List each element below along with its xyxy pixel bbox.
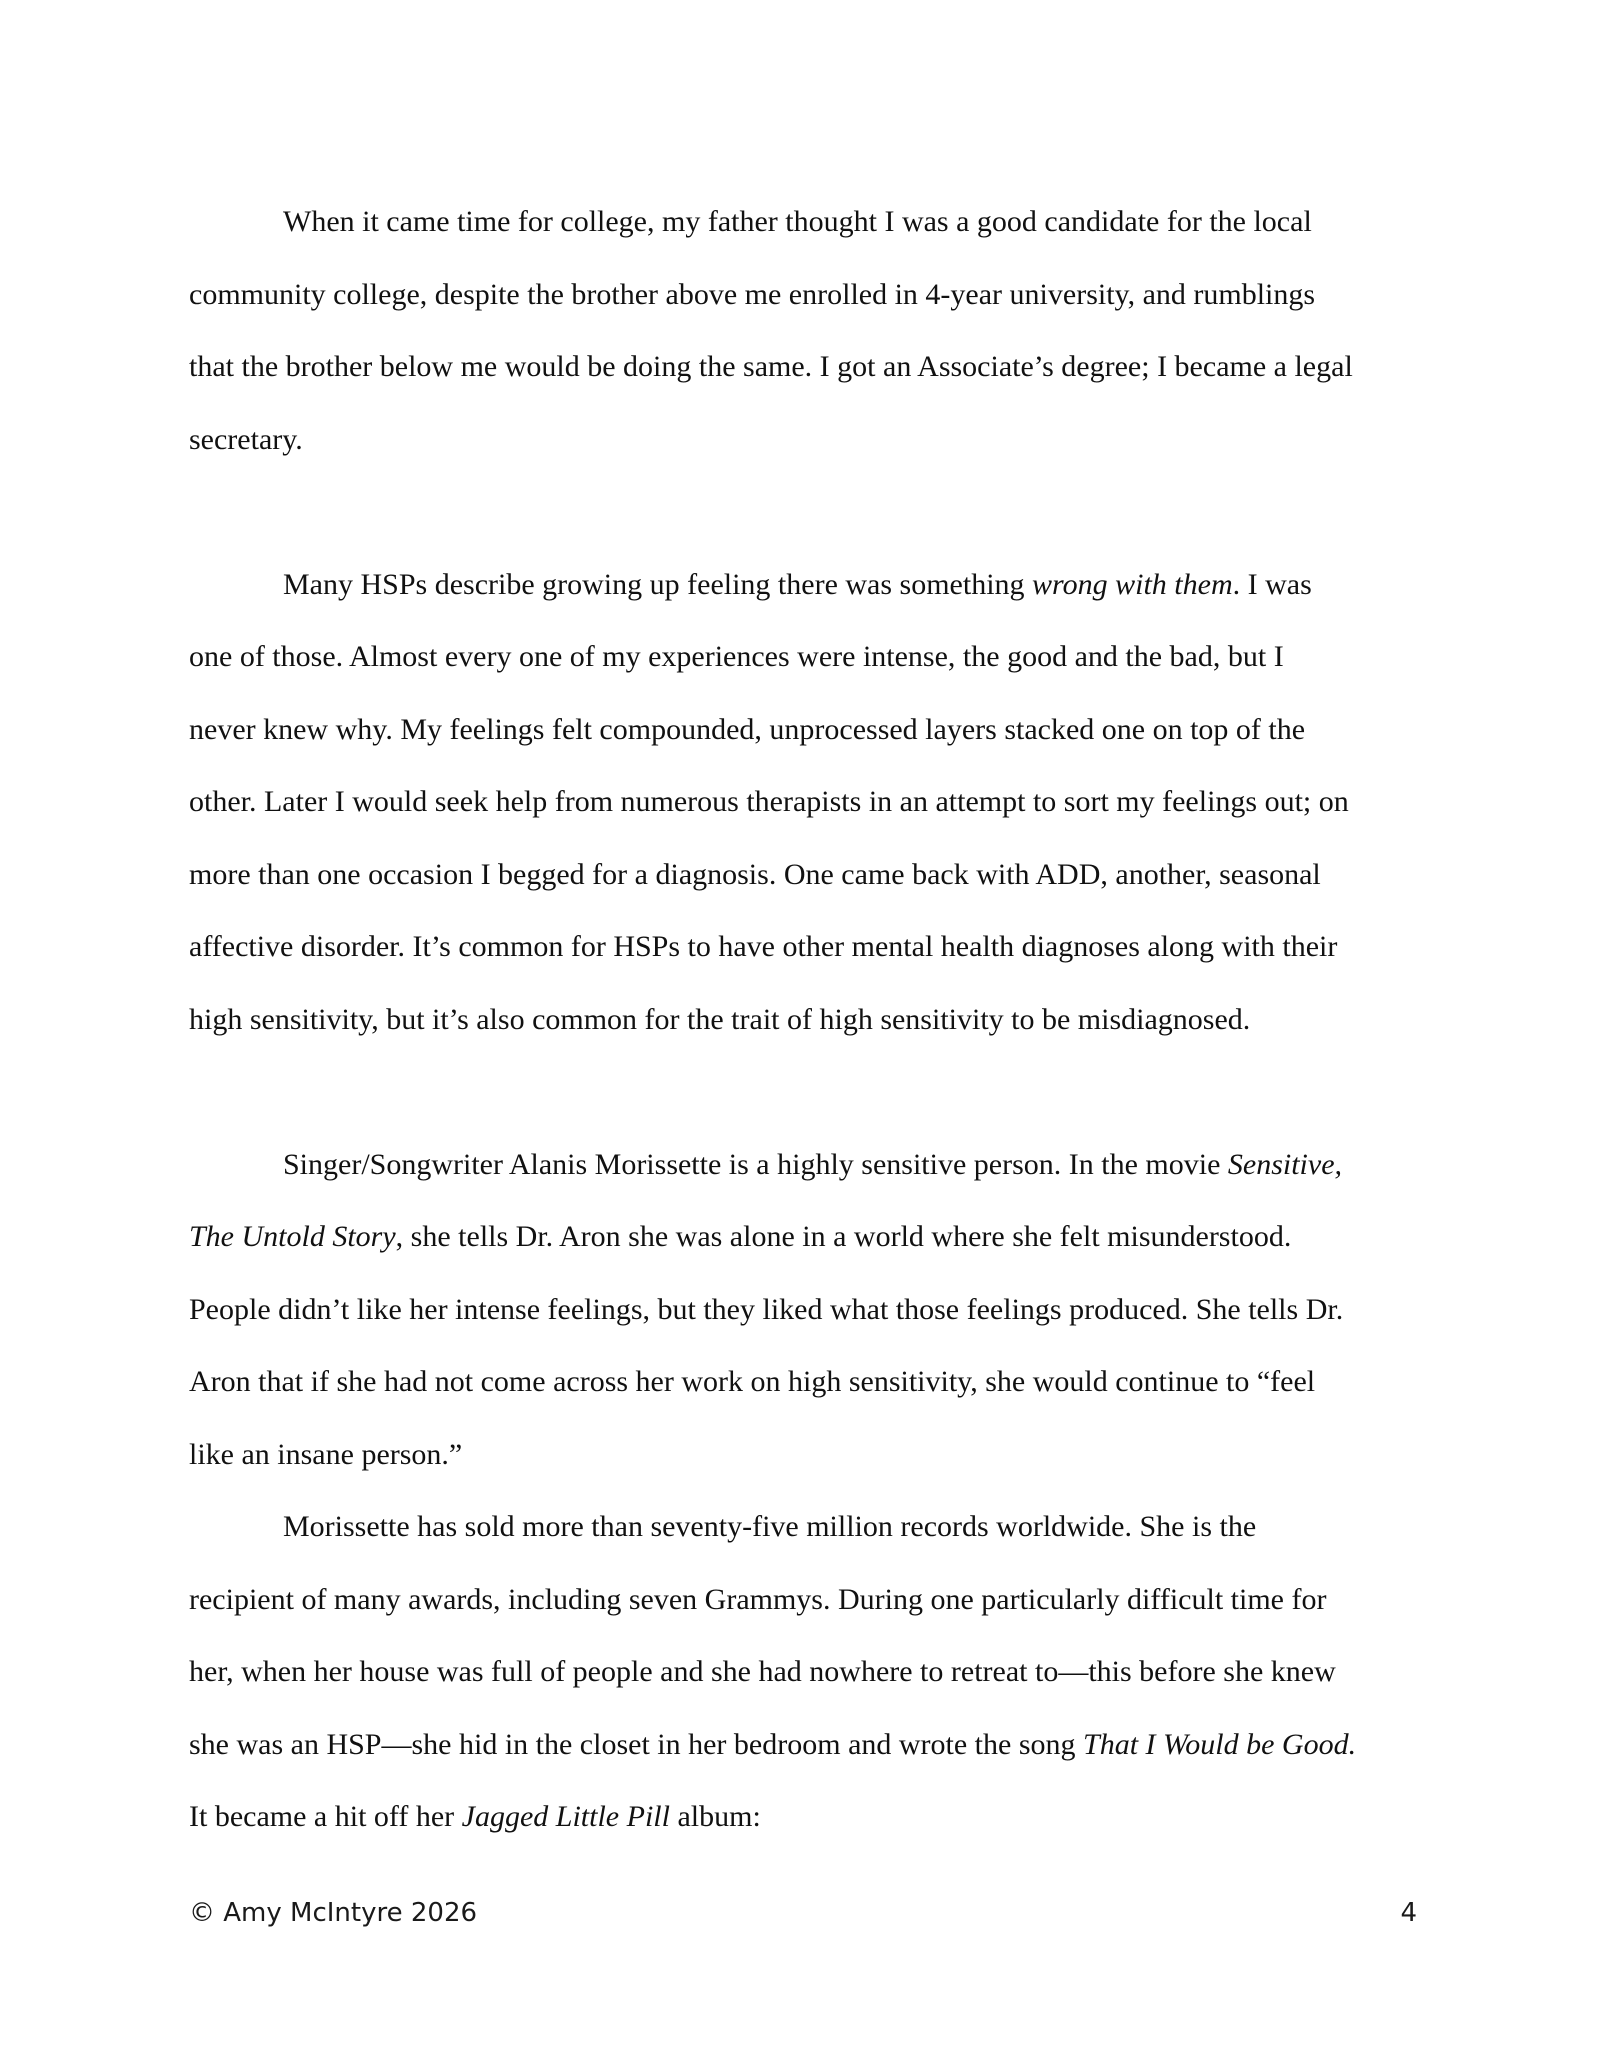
text-segment: she was an HSP—she hid in the closet in her bedroom and wrote the song [189, 1727, 1084, 1761]
text-segment: secretary. [189, 422, 303, 456]
text-line [189, 621, 1419, 694]
text-segment: album: [669, 1800, 761, 1833]
text-segment: Aron that if she had not come across her work on high sensitivity, she would continue to “feel [189, 1365, 1316, 1398]
text-line [189, 549, 1419, 622]
text-line [189, 1709, 1419, 1782]
text-segment: People didn’t like her intense feelings, but they liked what those feelings produced. She tells Dr. [189, 1292, 1344, 1326]
text-line [189, 331, 1419, 404]
italic-text: Sensitive, [1227, 1147, 1343, 1181]
text-line [189, 694, 1419, 767]
page-number: 4 [1400, 1898, 1417, 1928]
body-text [189, 186, 1419, 1854]
paragraph [189, 1129, 1419, 1492]
text-segment: high sensitivity, but it’s also common for the trait of high sensitivity to be misdiagnosed. [189, 1002, 1251, 1036]
text-line [189, 404, 1419, 477]
italic-text: That I Would be Good. [1083, 1727, 1357, 1761]
text-line [189, 1201, 1419, 1274]
paragraph [189, 186, 1419, 476]
text-segment: Singer/Songwriter Alanis Morissette is a highly sensitive person. In the movie [283, 1147, 1228, 1181]
text-line [189, 911, 1419, 984]
text-segment: affective disorder. It’s common for HSPs to have other mental health diagnoses along with their [189, 930, 1338, 963]
text-segment: community college, despite the brother above me enrolled in 4-year university, and rumblings [189, 277, 1316, 311]
page-footer [189, 1898, 1417, 1938]
text-line [189, 766, 1419, 839]
text-line [189, 1129, 1419, 1202]
text-line [189, 839, 1419, 912]
text-segment: Morissette has sold more than seventy-five million records worldwide. She is the [283, 1510, 1257, 1543]
text-segment: It became a hit off her [189, 1800, 462, 1833]
text-line [189, 186, 1419, 259]
text-line [189, 1491, 1419, 1564]
text-segment: Many HSPs describe growing up feeling there was something [283, 567, 1033, 601]
text-line [189, 1781, 1419, 1854]
text-line [189, 1419, 1419, 1492]
text-segment: recipient of many awards, including seven Grammys. During one particularly difficult time for [189, 1582, 1327, 1616]
text-line [189, 259, 1419, 332]
text-segment: that the brother below me would be doing the same. I got an Associate’s degree; I became a legal [189, 350, 1353, 383]
text-segment: When it came time for college, my father thought I was a good candidate for the local [283, 205, 1312, 238]
text-line [189, 1636, 1419, 1709]
text-segment: , she tells Dr. Aron she was alone in a world where she felt misunderstood. [395, 1220, 1292, 1253]
text-segment: her, when her house was full of people and she had nowhere to retreat to—this before she knew [189, 1655, 1336, 1688]
italic-text: The Untold Story [189, 1220, 396, 1253]
paragraph [189, 1491, 1419, 1854]
copyright-notice: © Amy McIntyre 2026 [189, 1898, 478, 1928]
text-line [189, 984, 1419, 1057]
paragraph [189, 549, 1419, 1057]
text-segment: like an insane person.” [189, 1437, 463, 1471]
text-segment: never knew why. My feelings felt compounded, unprocessed layers stacked one on top of the [189, 712, 1306, 746]
text-segment: more than one occasion I begged for a diagnosis. One came back with ADD, another, seasonal [189, 857, 1321, 891]
text-line [189, 1274, 1419, 1347]
text-line [189, 1346, 1419, 1419]
text-segment: other. Later I would seek help from numerous therapists in an attempt to sort my feelings out; on [189, 785, 1349, 818]
text-line [189, 1564, 1419, 1637]
text-segment: one of those. Almost every one of my experiences were intense, the good and the bad, but I [189, 640, 1284, 673]
text-segment: . I was [1232, 567, 1312, 601]
italic-text: wrong with them [1032, 567, 1233, 601]
italic-text: Jagged Little Pill [461, 1800, 670, 1833]
